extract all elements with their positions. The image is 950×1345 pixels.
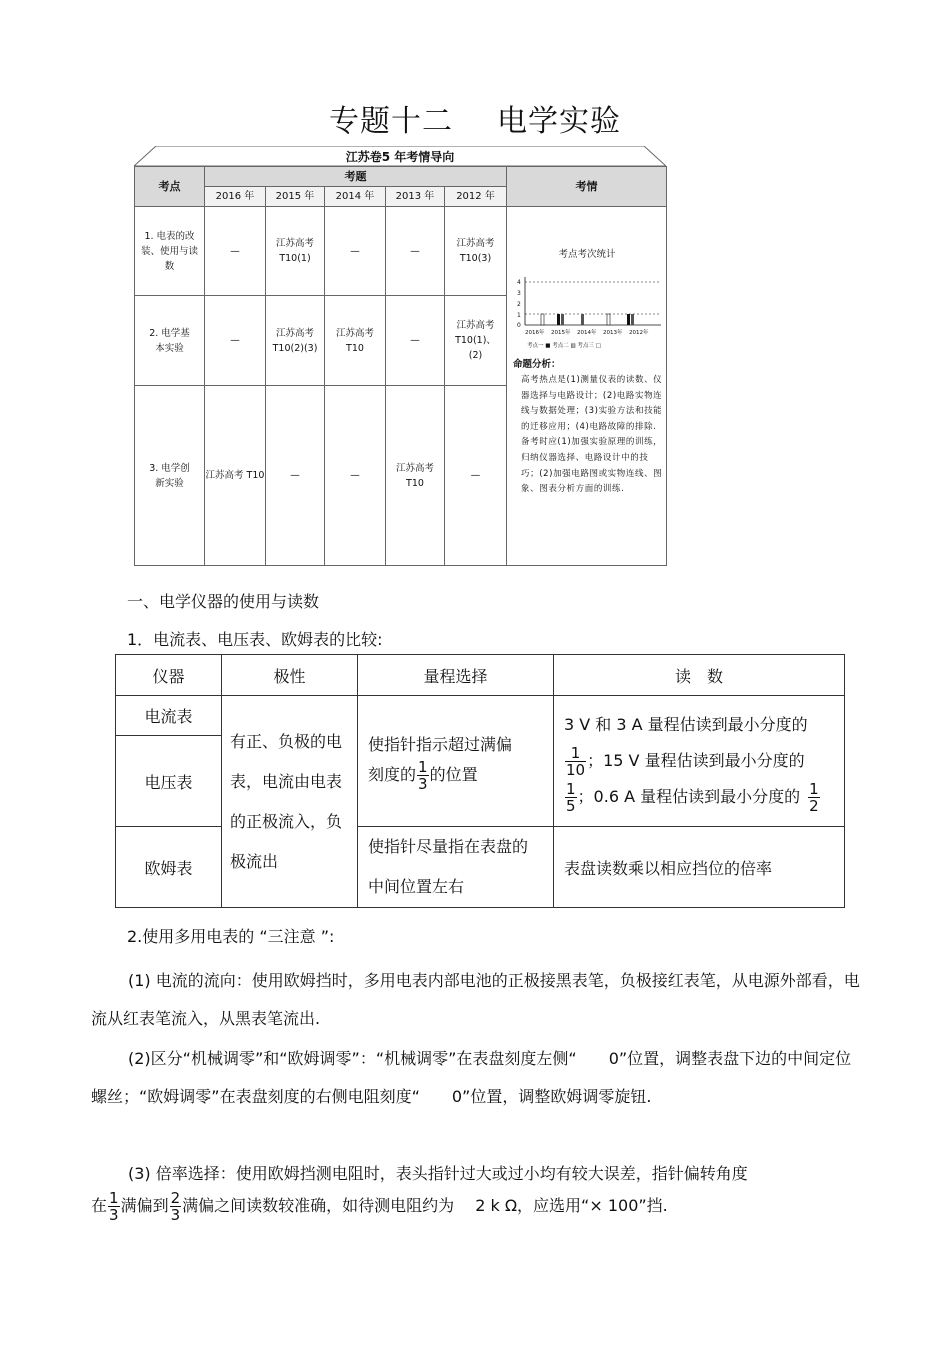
fraction: $\frac{1}{2}$ <box>809 780 819 815</box>
y-tick: 2 <box>517 301 521 308</box>
fraction: $\frac{1}{5}$ <box>566 780 576 815</box>
reading-meter-cell <box>554 696 845 827</box>
note-2: (2)区分“机械调零”和“欧姆调零”：“机械调零”在表盘刻度左侧“ 0”位置，调整表盘下边的中间定位螺丝；“欧姆调零”在表盘刻度的右侧电阻刻度“ 0”位置，调整欧姆调零旋钮. <box>91 1049 852 1106</box>
year-header: 2016 年 <box>205 187 266 207</box>
stats-chart <box>511 267 665 353</box>
title-main: 专题十二 <box>329 104 453 139</box>
exam-cell: 江苏高考 T10(3) <box>445 207 507 296</box>
exam-cell: — <box>266 386 325 566</box>
y-tick: 3 <box>517 290 521 297</box>
analysis-heading: 命题分析： <box>513 359 561 370</box>
exam-cell: — <box>205 207 266 296</box>
year-header: 2015 年 <box>266 187 325 207</box>
chart-legend: 考点一 ■ 考点二 ▥ 考点三 □ <box>527 343 601 349</box>
range-meter-cell <box>358 696 554 827</box>
reading-c: ；0.6 A 量程估读到最小分度的 <box>577 787 801 806</box>
exam-cell: — <box>445 386 507 566</box>
exam-cell: — <box>325 207 386 296</box>
reading-a: 3 V 和 3 A 量程估读到最小分度的 <box>564 715 808 734</box>
header-polarity: 极性 <box>222 655 358 696</box>
header-kaoqing: 考情 <box>507 167 667 207</box>
exam-cell: — <box>205 296 266 386</box>
y-tick: 4 <box>517 279 521 286</box>
note-3-d: 满偏之间读数较准确，如待测电阻约为 2 k Ω，应选用“× 100”挡. <box>182 1196 668 1215</box>
topic-cell: 2. 电学基本实验 <box>135 296 205 386</box>
x-label: 2014年 <box>577 330 597 336</box>
year-header: 2014 年 <box>325 187 386 207</box>
item-1-title: 1．电流表、电压表、欧姆表的比较: <box>127 630 383 649</box>
x-label: 2016年 <box>525 330 545 336</box>
reading-b: ；15 V 量程估读到最小分度的 <box>587 751 805 770</box>
note-1: (1) 电流的流向：使用欧姆挡时，多用电表内部电池的正极接黑表笔，负极接红表笔，从电源外部看，电流从红表笔流入，从黑表笔流出. <box>91 971 860 1028</box>
note-3-line2 <box>91 1190 668 1223</box>
reading-ohm-cell: 表盘读数乘以相应挡位的倍率 <box>554 827 845 908</box>
exam-cell: 江苏高考 T10(1) <box>266 207 325 296</box>
ammeter-label: 电流表 <box>116 696 222 736</box>
note-3-c: 满偏到 <box>120 1196 169 1215</box>
range-meter-b: 刻度的 <box>368 764 417 784</box>
x-label: 2012年 <box>629 330 649 336</box>
chart-title: 考点考次统计 <box>558 249 616 260</box>
analysis-text: 高考热点是(1)测量仪表的读数、仪器选择与电路设计；(2)电路实物连线与数据处理；(3)实验方法和技能的迁移应用；(4)电路故障的排除. 备考时应(1)加强实验原理的训练，归纳仪器选择、电路设计中的技巧；(2)加强电路图或实物连线、图象、图表分析方面的训练. <box>521 375 663 495</box>
exam-cell: — <box>386 296 445 386</box>
x-label: 2015年 <box>551 330 571 336</box>
title-sub: 电学实验 <box>497 104 621 139</box>
exam-cell: 江苏高考 T10 <box>325 296 386 386</box>
fraction: $\frac{1}{3}$ <box>418 757 428 793</box>
note-3-line1: (3) 倍率选择：使用欧姆挡测电阻时，表头指针过大或过小均有较大误差，指针偏转角度 <box>128 1164 748 1183</box>
fraction: $\frac{1}{10}$ <box>566 744 586 779</box>
x-label: 2013年 <box>603 330 623 336</box>
section-1-title: 一、电学仪器的使用与读数 <box>127 592 320 611</box>
exam-cell: 江苏高考 T10 <box>386 386 445 566</box>
header-kaodian: 考点 <box>135 167 205 207</box>
exam-cell: 江苏高考 T10 <box>205 386 266 566</box>
exam-cell: — <box>386 207 445 296</box>
ohmmeter-label: 欧姆表 <box>116 827 222 908</box>
fraction: $\frac{2}{3}$ <box>170 1189 181 1224</box>
fraction: $\frac{1}{3}$ <box>109 1189 119 1224</box>
exam-cell: 江苏高考 T10(1)、(2) <box>445 296 507 386</box>
item-2-title: 2.使用多用电表的 “三注意 ”: <box>127 927 335 946</box>
range-meter-c: 的位置 <box>429 764 478 784</box>
header-reading: 读 数 <box>554 655 845 696</box>
exam-overview-table <box>134 146 666 567</box>
topic-cell: 3. 电学创新实验 <box>135 386 205 566</box>
range-meter-a: 使指针指示超过满偏 <box>368 734 513 754</box>
header-range: 量程选择 <box>358 655 554 696</box>
year-header: 2012 年 <box>445 187 507 207</box>
instrument-comparison-table <box>115 654 845 908</box>
voltmeter-label: 电压表 <box>116 736 222 827</box>
topic-cell: 1. 电表的改装、使用与读数 <box>135 207 205 296</box>
exam-cell: 江苏高考 T10(2)(3) <box>266 296 325 386</box>
polarity-cell: 有正、负极的电表，电流由电表的正极流入，负极流出 <box>222 696 358 908</box>
y-tick: 0 <box>517 322 521 329</box>
note-3-b: 在 <box>91 1196 108 1215</box>
exam-cell: — <box>325 386 386 566</box>
header-kaoti: 考题 <box>205 167 507 187</box>
range-ohm-cell: 使指针尽量指在表盘的中间位置左右 <box>358 827 554 908</box>
situation-cell <box>507 207 667 566</box>
year-header: 2013 年 <box>386 187 445 207</box>
header-instrument: 仪器 <box>116 655 222 696</box>
y-tick: 1 <box>517 312 521 319</box>
page-title <box>0 96 950 140</box>
overview-banner: 江苏卷5 年考情导向 <box>345 150 455 164</box>
